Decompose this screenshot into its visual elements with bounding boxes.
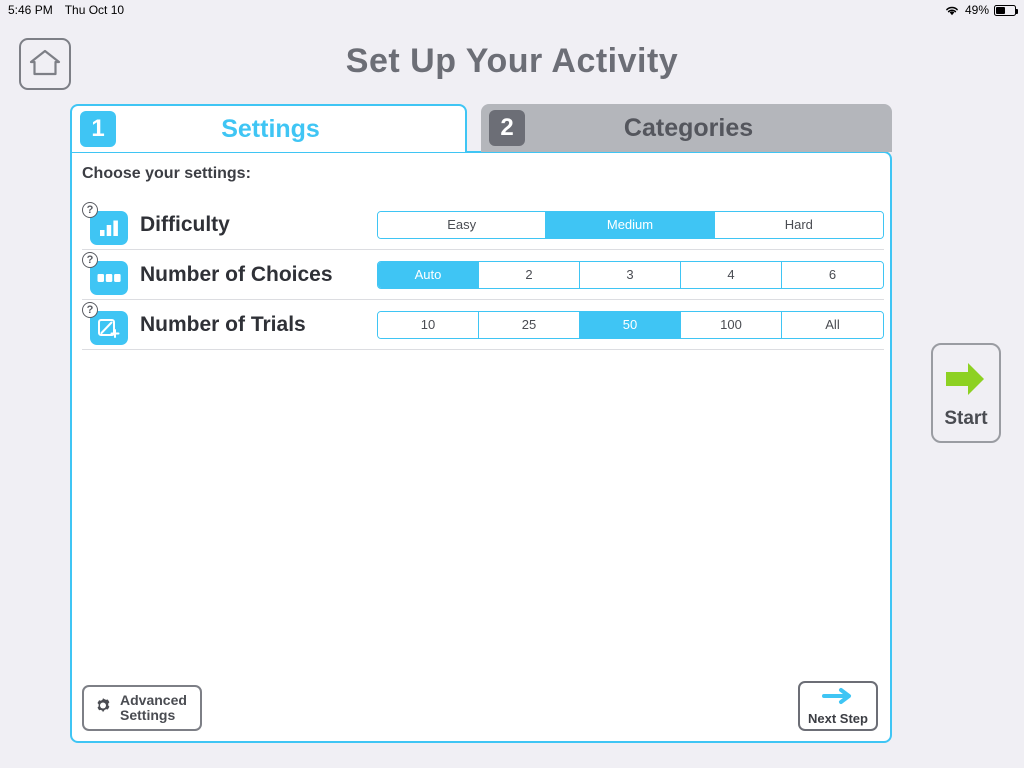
battery-icon	[994, 5, 1016, 16]
settings-rows	[82, 200, 884, 350]
trials-option-10[interactable]: 10	[378, 312, 479, 338]
trials-option-25[interactable]: 25	[479, 312, 580, 338]
tab-bar	[70, 104, 892, 152]
choices-option-2[interactable]: 2	[479, 262, 580, 288]
difficulty-option-hard[interactable]: Hard	[715, 212, 883, 238]
choices-option-4[interactable]: 4	[681, 262, 782, 288]
start-button[interactable]	[931, 343, 1001, 443]
home-button[interactable]	[19, 38, 71, 90]
choices-option-auto[interactable]: Auto	[378, 262, 479, 288]
tab-categories[interactable]	[481, 104, 892, 152]
help-icon[interactable]: ?	[82, 202, 98, 218]
difficulty-option-easy[interactable]: Easy	[378, 212, 546, 238]
choices-segmented-control	[377, 261, 884, 289]
setting-row-number-of-choices	[82, 250, 884, 300]
settings-panel	[70, 151, 892, 743]
status-time: 5:46 PM	[8, 3, 53, 17]
choices-option-3[interactable]: 3	[580, 262, 681, 288]
tab-settings-label: Settings	[221, 114, 320, 143]
setting-row-difficulty	[82, 200, 884, 250]
page-title: Set Up Your Activity	[345, 42, 679, 80]
advanced-settings-label	[120, 693, 187, 724]
help-icon[interactable]: ?	[82, 252, 98, 268]
difficulty-segmented-control	[377, 211, 884, 239]
next-step-button[interactable]	[798, 681, 878, 731]
battery-percent: 49%	[964, 3, 989, 17]
setting-label-difficulty: Difficulty	[140, 212, 230, 236]
advanced-settings-line2: Settings	[120, 707, 176, 723]
setting-label-number-of-trials: Number of Trials	[140, 312, 306, 336]
trials-option-100[interactable]: 100	[681, 312, 782, 338]
home-icon	[28, 47, 62, 82]
start-label: Start	[944, 407, 988, 429]
difficulty-option-medium[interactable]: Medium	[546, 212, 714, 238]
gear-icon	[92, 695, 114, 722]
tab-categories-label: Categories	[623, 113, 754, 142]
advanced-settings-button[interactable]	[82, 685, 202, 731]
header	[0, 20, 1024, 102]
next-step-label: Next Step	[808, 711, 868, 726]
wifi-icon	[944, 4, 960, 16]
advanced-settings-line1: Advanced	[120, 691, 187, 708]
status-bar	[0, 0, 1024, 20]
choices-option-6[interactable]: 6	[782, 262, 883, 288]
status-date: Thu Oct 10	[64, 3, 125, 17]
tab-settings[interactable]	[70, 104, 467, 152]
status-right-group	[944, 3, 1016, 17]
setting-row-number-of-trials	[82, 300, 884, 350]
arrow-right-icon	[821, 686, 855, 711]
help-icon[interactable]: ?	[82, 302, 98, 318]
trials-option-50[interactable]: 50	[580, 312, 681, 338]
setting-label-number-of-choices: Number of Choices	[140, 262, 333, 286]
tab-settings-number: 1	[80, 111, 116, 147]
panel-subtitle: Choose your settings:	[82, 165, 251, 182]
play-arrow-icon	[942, 357, 990, 406]
trials-segmented-control	[377, 311, 884, 339]
trials-option-all[interactable]: All	[782, 312, 883, 338]
tab-categories-number: 2	[489, 110, 525, 146]
